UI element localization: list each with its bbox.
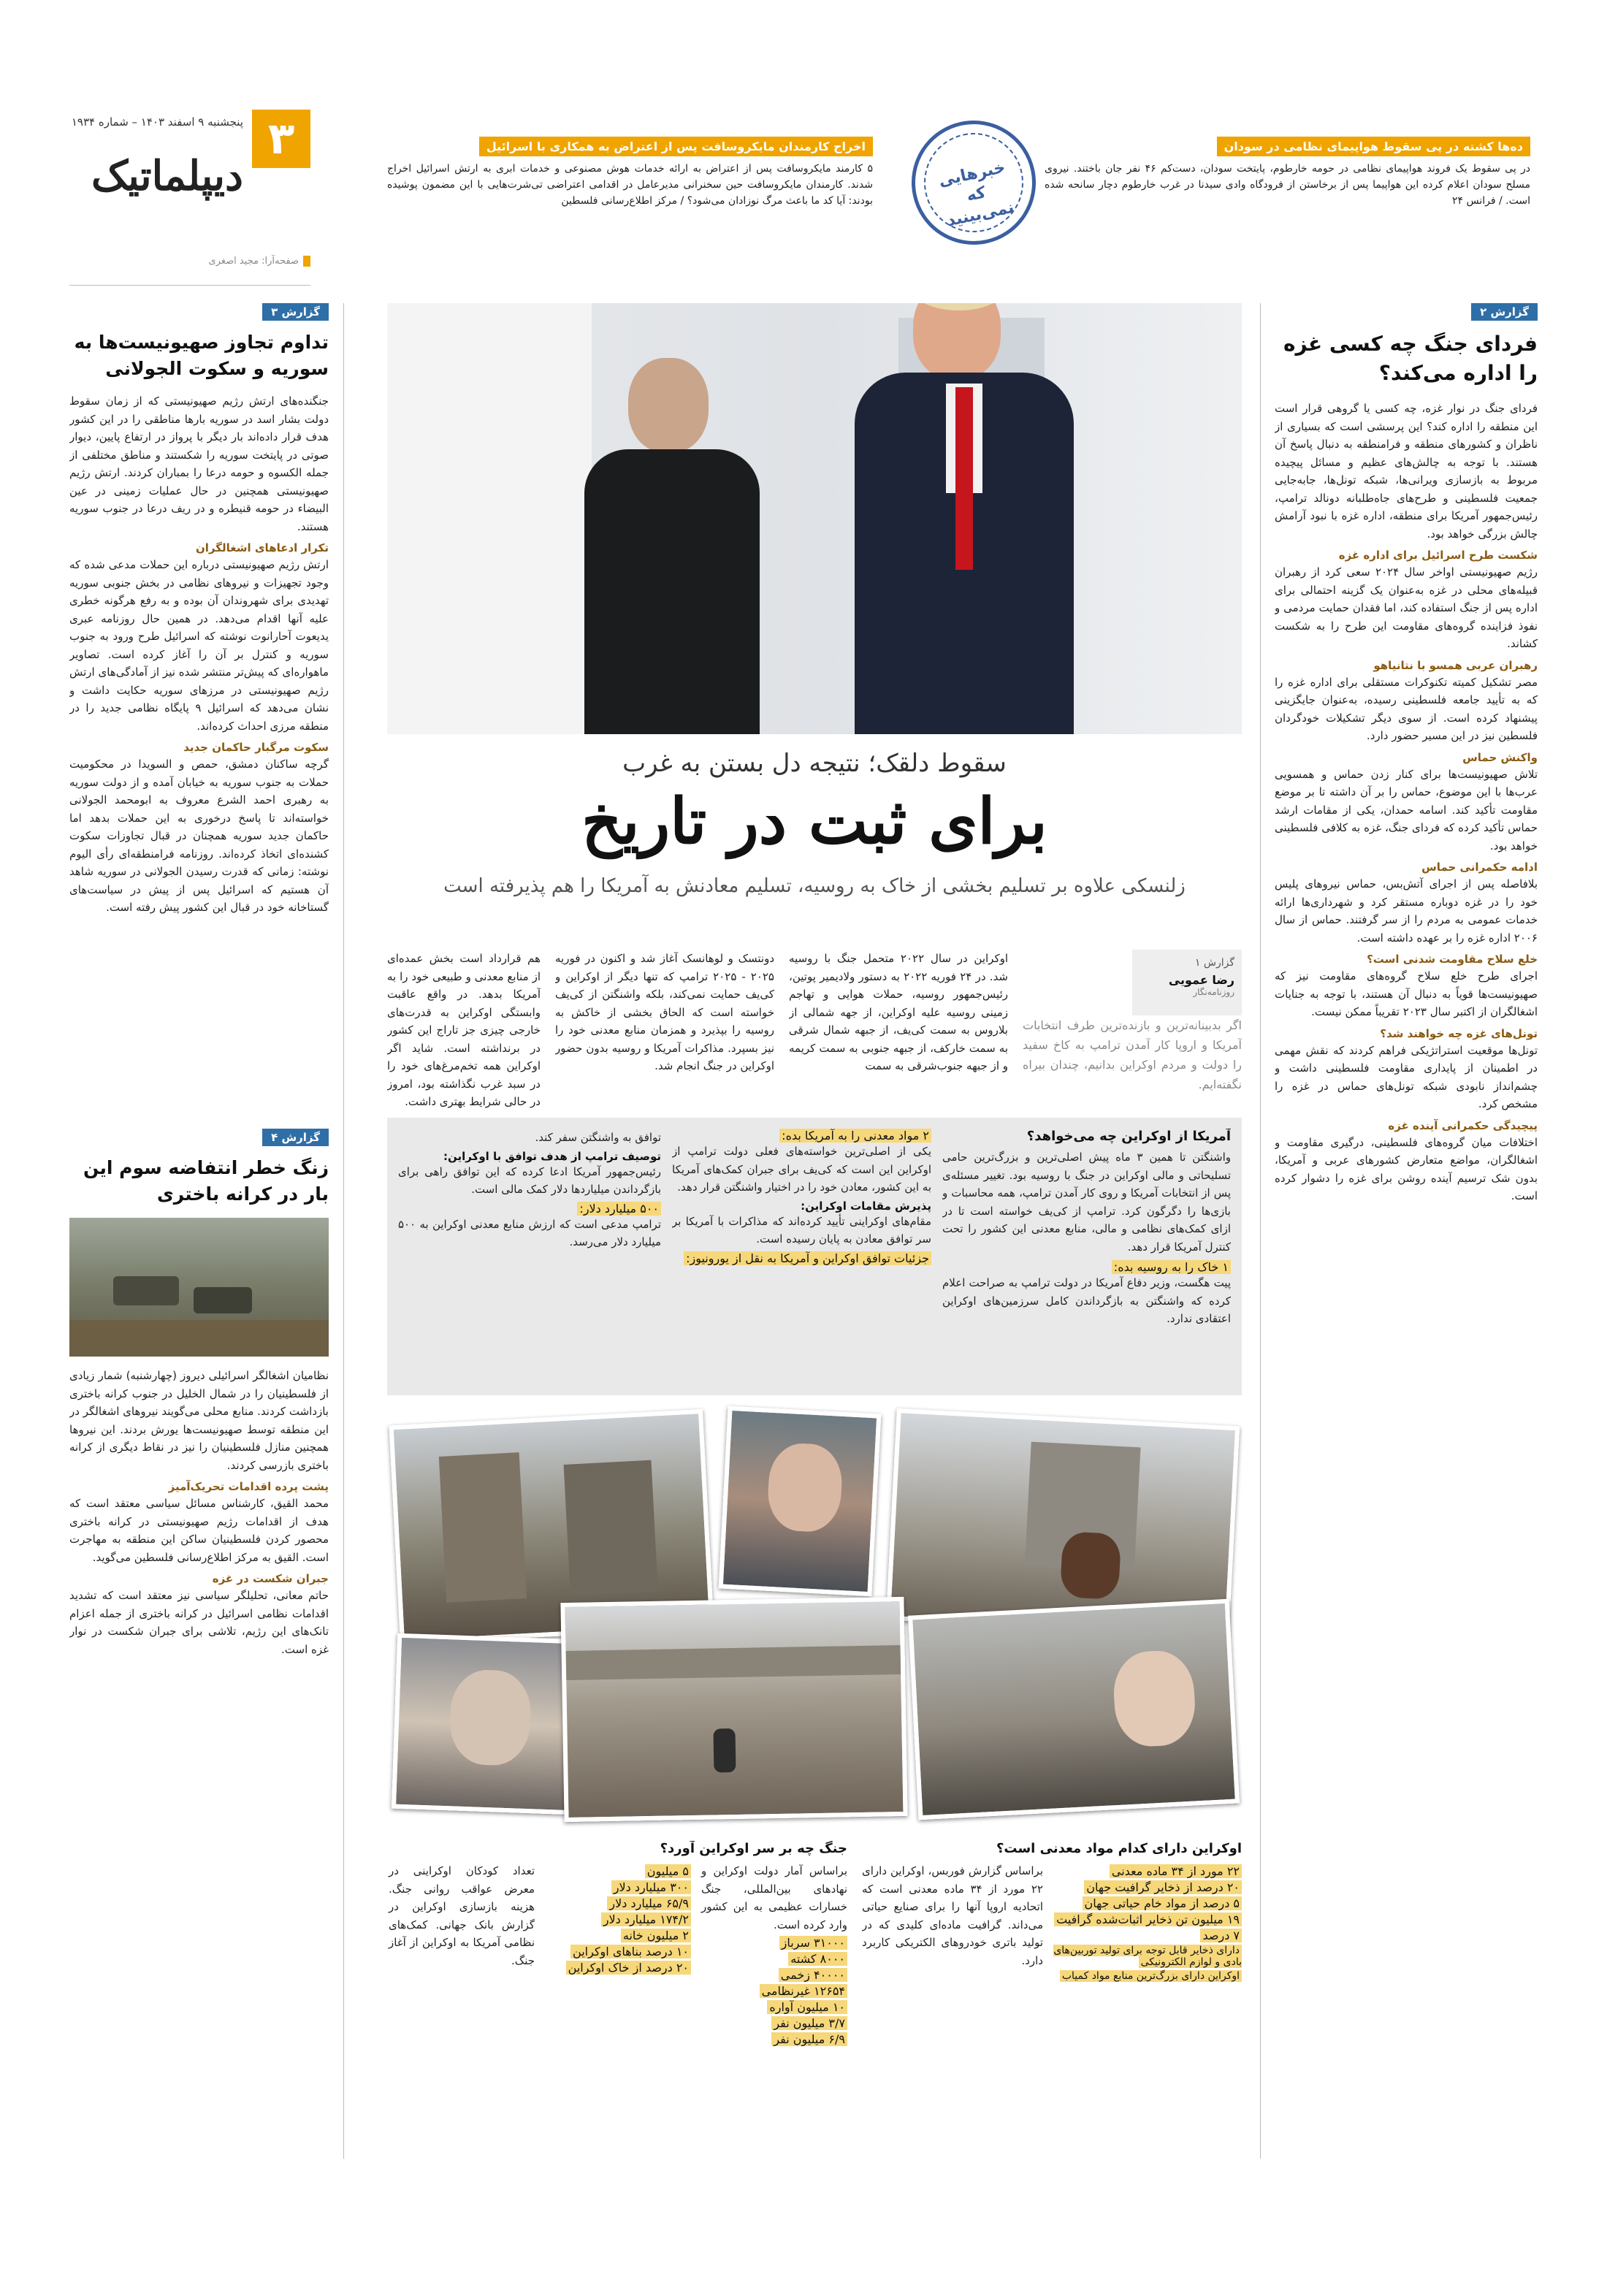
figure-right bbox=[913, 303, 1001, 380]
page-number: ۳ bbox=[252, 110, 310, 168]
cost2-item-3: ۱۷۴/۲ میلیارد دلار bbox=[601, 1912, 691, 1926]
right-sub2: رهبران عربی همسو با نتانیاهو bbox=[1373, 658, 1538, 672]
box-col2-b1: پذیرش مقامات اوکراین: bbox=[801, 1199, 931, 1213]
trump-zelensky-photo bbox=[387, 303, 1242, 734]
box-col3-b2: ۵۰۰ میلیارد دلار: bbox=[577, 1202, 661, 1216]
collage-photo-4 bbox=[392, 1633, 580, 1815]
lead-col-2: اوکراین در سال ۲۰۲۲ متحمل جنگ با روسیه شد. در ۲۴ فوریه ۲۰۲۲ به دستور ولادیمیر پوتین، رئیس‌جمهور روسیه، حملات هوایی و تهاجم زمینی روسیه علیه اوکراین، از جهه شمالی از بلاروس به سمت کی‌یف، از جبهه شمال شرقی به سمت خارکف، از جبهه جنوبی به سمت کریمه و از جبهه جنوب‌شرقی به سمت bbox=[789, 952, 1008, 1072]
paper-name: دیپلماتیک bbox=[91, 152, 243, 200]
right-sub5-body: اجرای طرح خلع سلاح گروه‌های مقاومت نیز که صهیونیست‌ها قویاً به دنبال آن هستند، با توجه به جنایات اشغالگران از اکتبر سال ۲۰۲۳ تقریباً ممکن نیست. bbox=[1275, 969, 1538, 1018]
main-headline: برای ثبت در تاریخ bbox=[581, 785, 1047, 858]
report2-body: فردای جنگ در نوار غزه، چه کسی یا گروهی قرار است این منطقه را اداره کند؟ این پرسشی است که بسیاری از ناظران و کشورهای منطقه و فرامنطقه به دنبال پاسخ آن هستند. با توجه به چالش‌های عظیم و مسائل پیچیده مربوط به بازسازی ویرانی‌ها، شبکه تونل‌ها، جابه‌جایی جمعیت فلسطینی و طرح‌های جاه‌طلبانه دونالد ترامپ، رئیس‌جمهور آمریکا برای منطقه، اداره غزه با نبود آرامش چالش بزرگی خواهد بود. bbox=[1275, 402, 1538, 541]
west-bank-photo bbox=[69, 1218, 329, 1357]
report3-body: جنگنده‌های ارتش رژیم صهیونیستی که از زمان سقوط دولت بشار اسد در سوریه بارها مناطقی را در این کشور هدف قرار داده‌اند بار دیگر با پرواز در ارتفاع پایین، دیوار صوتی در پایتخت سوریه را شکستند و مناطق مختلفی از جمله الکسوه و حومه درعا را بمباران کردند. ارتش رژیم صهیونیستی همچنین در حال عملیات زمینی در عین البیضاء در حومه قنیطره و در ریف درعا در جنوب سوریه هستند. bbox=[69, 394, 329, 533]
cost-item-1: ۸۰۰۰ کشته bbox=[788, 1952, 847, 1966]
left-column-lower bbox=[69, 1129, 329, 2166]
box-col3-lead: توافق به واشنگتن سفر کند. bbox=[535, 1131, 661, 1144]
right-sub7-body: اختلافات میان گروه‌های فلسطینی، درگیری مقاومت و اشغالگران، مواضع متعارض کشورهای عربی و آمریکا، بدون شک ترسیم آینده روشن برای غزه را دشوار کرده است. bbox=[1275, 1135, 1538, 1202]
cost2-item-1: ۳۰۰ میلیارد دلار bbox=[611, 1880, 691, 1894]
brief-microsoft-title: اخراج کارمندان مایکروسافت پس از اعتراض به همکاری با اسرائیل bbox=[479, 137, 873, 156]
box-col2-title: ۲ مواد معدنی را به آمریکا بده: bbox=[779, 1129, 931, 1143]
left-sub3: پشت پرده اقدامات تحریک‌آمیز bbox=[168, 1480, 329, 1493]
right-sub4: ادامه حکمرانی حماس bbox=[1421, 861, 1538, 874]
costs-body-2: تعداد کودکان اوکراینی در معرض عواقب روانی جنگ. هزینه بازسازی اوکراین در گزارش بانک جهانی. کمک‌های نظامی آمریکا به اوکراین از آغاز جنگ. bbox=[389, 1864, 535, 1967]
right-sub1-body: رژیم صهیونیستی اواخر سال ۲۰۲۴ سعی کرد از رهبران قبیله‌های محلی در غزه به‌عنوان یک گزینه احتمالی برای اداره پس از جنگ استفاده کند، اما فقدان حمایت مردمی و نفوذ فزاینده گروه‌های مقاومت این طرح را به شکست کشاند. bbox=[1275, 565, 1538, 650]
collage-caption bbox=[380, 1833, 381, 1834]
right-sub5: خلع سلاح مقاومت شدنی است؟ bbox=[1367, 953, 1538, 966]
lead-col-3: دونتسک و لوهانسک آغاز شد و اکنون در فوریه ۲۰۲۵ - ۲۰۲۵ ترامپ که تنها دیگر از اوکراین و کی‌یف حمایت نمی‌کند، بلکه واشنگتن از کی‌یف خواسته است که الحاق بخشی از خاکش به روسیه را بپذیرد و همزمان منابع معدنی خود را نیز بسپرد. مذاکرات آمریکا و روسیه بدون حضور اوکراین در جنگ انجام شد. bbox=[555, 952, 774, 1072]
lead-col-4: هم قرارداد است بخش عمده‌ای از منابع معدنی و طبیعی خود را به آمریکا بدهد. در واقع عاقبت وابستگی اوکراین به قدرت‌های خارجی چیزی جز تاراج این کشور در برنداشته است. شاید اگر اوکراین همه تخم‌مرغ‌های خود را در سبد غرب نگذاشته بود، امروز در حالی شرایط بهتری داشت. bbox=[387, 952, 541, 1108]
box-col-2 bbox=[672, 1129, 931, 1388]
cost2-item-6: ۲۰ درصد از خاک اوکراین bbox=[566, 1961, 691, 1975]
cost2-item-5: ۱۰ درصد بناهای اوکراین bbox=[570, 1945, 691, 1959]
author-role: روزنامه‌نگار bbox=[1193, 987, 1234, 997]
mineral-item-2: ۵ درصد از مواد خام حیاتی جهان bbox=[1083, 1896, 1242, 1910]
minerals-box bbox=[862, 1841, 1242, 2162]
right-sub2-body: مصر تشکیل کمیته تکنوکرات مستقلی برای اداره غزه را که به تأیید جامعه فلسطینی رسیده، به‌عنوان جایگزینی پیشنهاد کرده است. از سوی دیگر تشکیلات خودگردان فلسطین نیز در این مسیر حضور دارد. bbox=[1275, 675, 1538, 742]
cost-item-6: ۶/۹ میلیون نفر bbox=[771, 2032, 847, 2046]
cost2-item-2: ۶۵/۹ میلیارد دلار bbox=[607, 1896, 691, 1910]
right-sub6: تونل‌های غزه چه خواهند شد؟ bbox=[1380, 1026, 1538, 1040]
mineral-item-1: ۲۰ درصد از ذخایر گرافیت جهان bbox=[1084, 1880, 1242, 1894]
box-col3-b1: توصیف ترامپ از هدف توافق با اوکراین: bbox=[443, 1149, 661, 1163]
box-col1-body: واشنگتن تا همین ۳ ماه پیش اصلی‌ترین و بزرگ‌ترین حامی تسلیحاتی و مالی اوکراین در جنگ با روسیه بود. تغییر مسئله‌ی پس از انتخابات آمریکا و روی کار آمدن ترامپ، همه محاسبات و بازی‌ها را دگرگون کرد. ترامپ از کی‌یف خواسته است تا در ازای کمک‌های نظامی و مالی، منابع معدنی این کشور را تحت کنترل آمریکا قرار دهد. bbox=[942, 1151, 1231, 1254]
cost-item-4: ۱۰ میلیون آواره bbox=[767, 2000, 847, 2014]
left-sub4: جبران شکست در غزه bbox=[212, 1572, 329, 1585]
right-sub1: شکست طرح اسرائیل برای اداره غزه bbox=[1338, 549, 1538, 562]
collage-photo-5 bbox=[560, 1597, 907, 1822]
cost2-item-0: ۵ میلیون bbox=[645, 1864, 691, 1878]
report2-title: فردای جنگ چه کسی غزه را اداره می‌کند؟ bbox=[1283, 332, 1538, 385]
report1-tag: گزارش ۱ bbox=[1194, 957, 1234, 969]
box-col2-body: یکی از اصلی‌ترین خواسته‌های فعلی دولت ترامپ از اوکراین این است که کی‌یف برای جبران کمک‌های آمریکا به این کشور، معادن خود را در اختیار واشنگتن قرار دهد. bbox=[672, 1145, 931, 1194]
box-col3-b2-body: ترامپ مدعی است که ارزش منابع معدنی اوکراین به ۵۰۰ میلیارد دلار می‌رسد. bbox=[398, 1217, 661, 1248]
lead-col-1: اگر بدبینانه‌ترین و بازنده‌ترین طرف انتخابات آمریکا و اروپا کار آمدن ترامپ به کاخ سفید را دولت و مردم اوکراین بدانیم، چندان بیراه نگفته‌ایم. bbox=[1023, 1018, 1242, 1091]
right-sub3: واکنش حماس bbox=[1462, 750, 1538, 764]
box-item1: ۱ خاک را به روسیه بده: bbox=[1112, 1260, 1231, 1274]
mineral-item-6: اوکراین دارای بزرگ‌ترین منابع مواد کمیاب bbox=[1060, 1970, 1242, 1982]
figure-left bbox=[628, 358, 709, 453]
right-column bbox=[1275, 303, 1538, 2159]
mineral-item-3: ۱۹ میلیون تن ذخایر اثبات‌شده گرافیت bbox=[1054, 1912, 1242, 1926]
news-stamp bbox=[900, 109, 1047, 256]
box-col-3 bbox=[398, 1129, 661, 1388]
report2-tag: گزارش ۲ bbox=[1471, 303, 1538, 321]
report-tag-box bbox=[1132, 950, 1242, 1015]
costs-body: براساس آمار دولت اوکراین و نهادهای بین‌المللی، جنگ خسارات عظیمی به این کشور وارد کرده است. bbox=[701, 1864, 847, 1931]
left-column bbox=[69, 303, 329, 1107]
right-sub3-body: تلاش صهیونیست‌ها برای کنار زدن حماس و همسویی عرب‌ها با این موضوع، حماس را بر آن داشته تا بر موضع مقاومت تأکید کند. اسامه حمدان، یکی از مقامات ارشد حماس تأکید کرده که فردای جنگ، غزه به کلافی فلسطینی خواهد بود. bbox=[1275, 767, 1538, 853]
box-col3-b1-body: رئیس‌جمهور آمریکا ادعا کرده که این توافق راهی برای بازگرداندن میلیاردها دلار کمک مالی است. bbox=[398, 1164, 661, 1196]
cost-item-5: ۳/۷ میلیون نفر bbox=[771, 2016, 847, 2030]
mineral-item-5: دارای ذخایر قابل توجه برای تولید توربین‌های بادی و لوازم الکترونیکی bbox=[1053, 1945, 1242, 1968]
minerals-body: براساس گزارش فوربس، اوکراین دارای ۲۲ مورد از ۳۴ ماده معدنی است که اتحادیه اروپا آنها را برای صنایع حیاتی می‌داند. گرافیت ماده‌ای کلیدی که در تولید باتری خودروهای الکتریکی کاربرد دارد. bbox=[862, 1864, 1043, 1967]
brief-sudan-body: در پی سقوط یک فروند هواپیمای نظامی در حومه خارطوم، پایتخت سودان، دست‌کم ۴۶ نفر جان باختند. نیروی مسلح سودان اعلام کرده این هواپیما پس از برخاستن از فرودگاه وادی سیدنا در غرب خارطوم دچار سانحه شده است. / فرانس ۲۴ bbox=[1045, 163, 1530, 207]
box-item1-body: پیت هگست، وزیر دفاع آمریکا در دولت ترامپ به صراحت اعلام کرده که واشنگتن به بازگرداندن کامل سرزمین‌های اوکراین اعتقادی ندارد. bbox=[942, 1276, 1231, 1325]
page-editor: صفحه‌آرا: مجید اصغری bbox=[209, 256, 311, 267]
cost-item-0: ۳۱۰۰۰ سرباز bbox=[779, 1936, 847, 1950]
brief-microsoft bbox=[387, 137, 873, 224]
left-sub3-body: محمد القیق، کارشناس مسائل سیاسی معتقد است که هدف از اقدامات رژیم صهیونیستی در کرانه باختری محصور کردن فلسطینیان ساکن این منطقه به مهاجرت است. القیق به مرکز اطلاع‌رسانی فلسطین می‌گوید. bbox=[69, 1497, 329, 1564]
main-dek: زلنسکی علاوه بر تسلیم بخشی از خاک به روسیه، تسلیم معادنش به آمریکا را هم پذیرفته است bbox=[443, 875, 1186, 897]
mineral-item-0: ۲۲ مورد از ۳۴ ماده معدنی bbox=[1110, 1864, 1242, 1878]
war-costs-box bbox=[387, 1841, 847, 2162]
author-name: رضا عمویی bbox=[1168, 973, 1234, 987]
brief-sudan bbox=[1045, 137, 1530, 224]
brief-microsoft-body: ۵ کارمند مایکروسافت پس از اعتراض به ارائه خدمات هوش مصنوعی و خدمات ابری به ارتش اسرائیل اخراج شدند. کارمندان مایکروسافت حین سخنرانی مدیرعامل در اقدامی اعتراضی تی‌شرت‌هایی با این مضمون پوشیده بودند: آیا کد ما باعث مرگ نوزادان می‌شود؟ / مرکز اطلاع‌رسانی فلسطین bbox=[387, 163, 873, 207]
right-sub4-body: بلافاصله پس از اجرای آتش‌بس، حماس نیروهای پلیس خود را در غزه دوباره مستقر کرد و شهرداری‌ها ارائه خدمات عمومی به مردم را از سر گرفتند. حماس از سال ۲۰۰۶ اداره غزه را بر عهده داشته است. bbox=[1275, 877, 1538, 945]
right-sub6-body: تونل‌ها موقعیت استراتژیکی فراهم کردند که نقش مهمی در اطمینان از پایداری مقاومت فلسطینی داشت و چشم‌انداز نابودی شبکه تونل‌های حماس در غزه را مشخص کرد. bbox=[1275, 1043, 1538, 1110]
left-sub2-body: گرچه ساکنان دمشق، حمص و السویدا در محکومیت حملات به جنوب سوریه به خیابان آمده و از دولت سوریه به رهبری احمد الشرع معروف به ابومحمد الجولانی خواسته‌اند تا پاسخ درخوری به این حملات بدهد اما حاکمان جدید سوریه همچنان در قبال تجاوزات سکوت کشنده‌ای اتخاذ کرده‌اند. روزنامه فرامنطقه‌ای رأی الیوم نوشته: زمانی که قدرت رسیدن الجولانی در سوریه شاهد آن هستیم که اسرائیل پس از پیش در سیاست‌های گستاخانه خود در قبال این کشور پیش رفته است. bbox=[69, 758, 329, 914]
report3-title: تداوم تجاوز صهیونیست‌ها به سوریه و سکوت الجولانی bbox=[74, 332, 329, 379]
box-title: آمریکا از اوکراین چه می‌خواهد؟ bbox=[1026, 1129, 1231, 1144]
cost-item-3: ۱۲۶۵۴ غیرنظامی bbox=[760, 1984, 847, 1998]
collage-photo-6 bbox=[908, 1599, 1240, 1820]
box-col-1 bbox=[942, 1129, 1231, 1388]
masthead bbox=[69, 110, 310, 278]
brief-sudan-title: ده‌ها کشته در پی سقوط هواپیمای نظامی در سودان bbox=[1217, 137, 1530, 156]
box-col2-b1-body: مقام‌های اوکراینی تأیید کرده‌اند که مذاکرات با آمریکا بر سر توافق معادن به پایان رسیده است. bbox=[672, 1214, 931, 1246]
stamp-text: خبرهایی که نمی‌بینید bbox=[936, 158, 1016, 231]
main-kicker: سقوط دلقک؛ نتیجه دل بستن به غرب bbox=[622, 749, 1007, 778]
box-col2-b2: جزئیات توافق اوکراین و آمریکا به نقل از یورونیوز: bbox=[684, 1251, 931, 1265]
left-sub2: سکوت مرگبار حاکمان جدید bbox=[183, 741, 329, 754]
mineral-item-4: ۷ درصد bbox=[1200, 1929, 1242, 1942]
costs-title: جنگ چه بر سر اوکراین آورد؟ bbox=[660, 1841, 847, 1856]
issue-date: پنجشنبه ۹ اسفند ۱۴۰۳ – شماره ۱۹۳۴ bbox=[71, 115, 243, 129]
left-sub4-body: حاتم معانی، تحلیلگر سیاسی نیز معتقد است که تشدید اقدامات نظامی اسرائیل در کرانه باختری از جمله اعزام تانک‌های این رژیم، تلاشی برای جبران شکست در نوار غزه است. bbox=[69, 1589, 329, 1656]
right-sub7: پیچیدگی حکمرانی آینده غزه bbox=[1388, 1118, 1538, 1132]
photo-collage bbox=[380, 1403, 1249, 1834]
report3-tag: گزارش ۳ bbox=[262, 303, 329, 321]
left-sub1-body: ارتش رژیم صهیونیستی درباره این حملات مدعی شده که وجود تجهیزات و نیروهای نظامی در بخش جنوبی سوریه تهدیدی برای شهروندان آن بوده و به رفع هرگونه خطری علیه آنها اقدام می‌دهد. در همین حال روزنامه عبری یدیعوت آحارانوت نوشته که اسرائیل طرح ورود به جنوب سوریه و کنترل بر آن را آغاز کرده است. تصاویر ماهواره‌ای که پیش‌تر منتشر شده نیز از آمادگی‌های ارتش رژیم صهیونیستی در مرزهای سوریه حکایت داشت و نشان می‌دهد که اسرائیل ۹ پایگاه نظامی جدید را در منطقه مرزی احداث کرده‌اند. bbox=[69, 558, 329, 733]
collage-photo-2 bbox=[719, 1406, 882, 1597]
cost-item-2: ۴۰۰۰۰ زخمی bbox=[779, 1968, 847, 1982]
report4-tag: گزارش ۴ bbox=[262, 1129, 329, 1146]
minerals-title: اوکراین دارای کدام مواد معدنی است؟ bbox=[996, 1841, 1242, 1856]
report4-body: نظامیان اشغالگر اسرائیلی دیروز (چهارشنبه) شمار زیادی از فلسطینیان را در شمال الخلیل در جنوب کرانه باختری بازداشت کردند. منابع محلی می‌گویند نیروهای اشغالگر در این منطقه توسط صهیونیست‌ها یورش بردند. این نیروها همچنین منازل فلسطینیان را نیز در نقاط دیگری از کرانه باختری بازرسی کردند. bbox=[69, 1369, 329, 1472]
report4-title: زنگ خطر انتفاضه سوم این بار در کرانه باختری bbox=[83, 1157, 329, 1205]
left-sub1: تکرار ادعاهای اشغالگران bbox=[195, 541, 329, 554]
cost2-item-4: ۲ میلیون خانه bbox=[621, 1929, 691, 1942]
